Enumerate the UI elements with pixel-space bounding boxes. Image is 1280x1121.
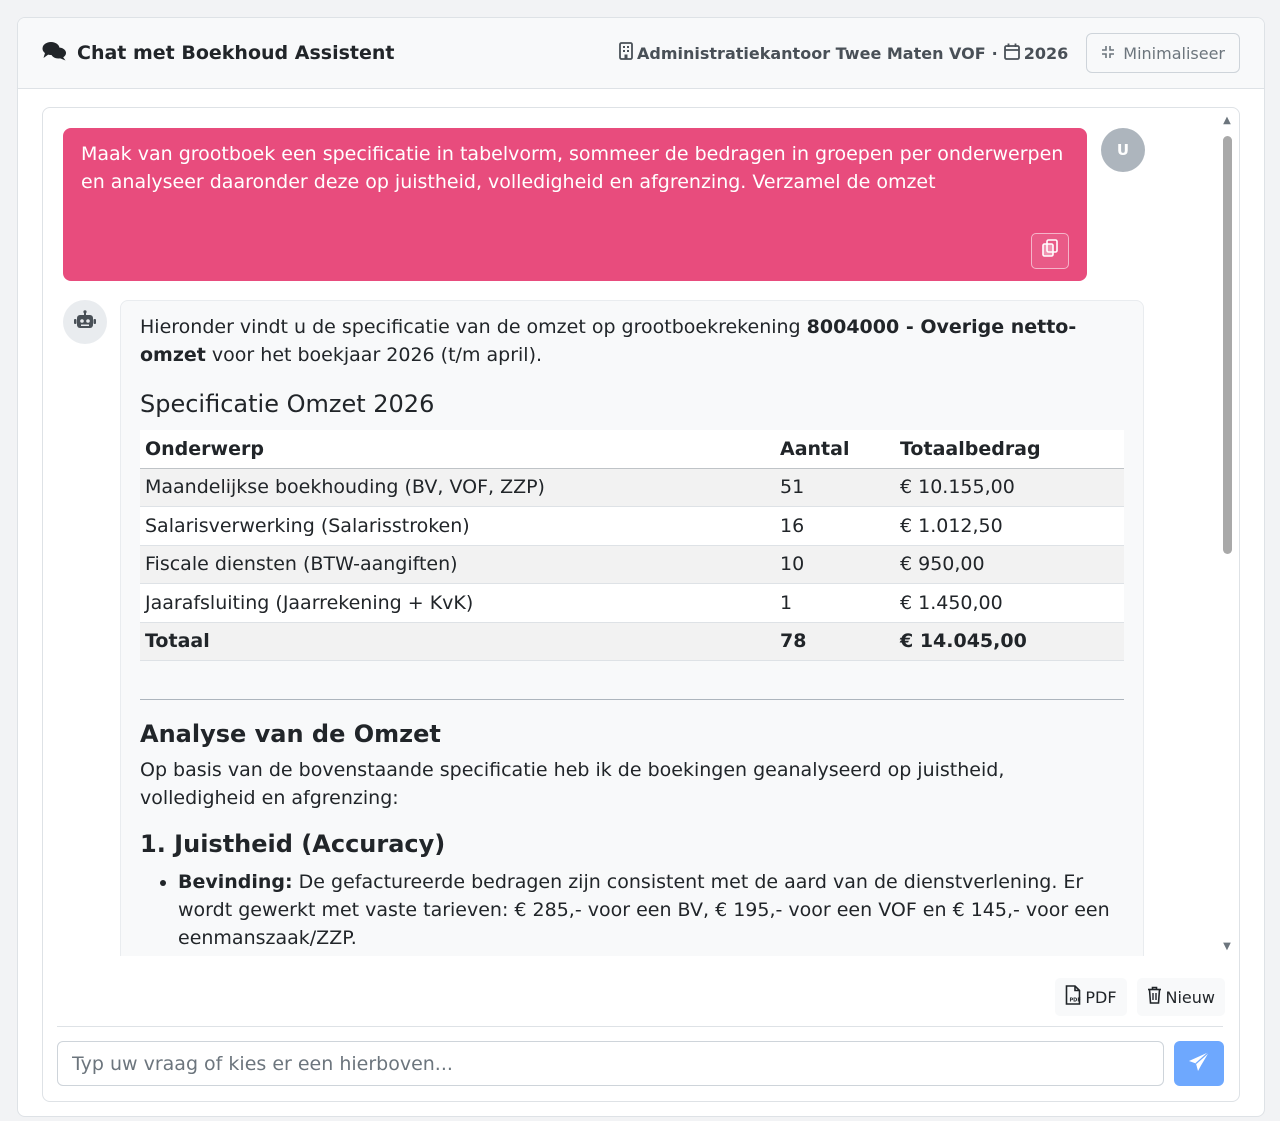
divider [140,699,1124,700]
paper-plane-icon [1188,1051,1210,1076]
table-header: Aantal [775,430,895,468]
spec-table [140,430,1124,661]
spec-heading: Specificatie Omzet 2026 [140,390,435,418]
new-chat-button[interactable] [1137,978,1225,1016]
table-cell: 51 [775,468,895,507]
table-row [140,545,1124,584]
table-cell: Jaarafsluiting (Jaarrekening + KvK) [140,584,775,623]
table-total-row [140,622,1124,661]
assistant-avatar [63,300,107,344]
finding-text: De gefactureerde bedragen zijn consistent met de aard van de dienstverlening. Er wordt gewerkt met vaste tarieven: € 285,- voor een BV, € 195,- voor een VOF en € 145,- voor een eenmanszaak/ZZP. [178,871,1110,949]
copy-icon [1042,237,1058,265]
user-message [63,128,1087,281]
table-cell: € 1.012,50 [895,507,1124,546]
list-item [178,868,1124,952]
pdf-file-icon [1065,985,1081,1009]
table-cell: € 14.045,00 [895,622,1124,661]
table-cell: Salarisverwerking (Salarisstroken) [140,507,775,546]
company-info [619,42,1068,64]
comments-icon [42,41,67,66]
scroll-down-arrow-icon[interactable]: ▼ [1223,940,1231,952]
chat-input[interactable] [57,1041,1164,1086]
table-cell: 1 [775,584,895,623]
compress-icon [1101,44,1115,63]
table-cell: € 950,00 [895,545,1124,584]
table-cell: € 1.450,00 [895,584,1124,623]
chat-actions [1055,978,1225,1016]
chat-title-text: Chat met Boekhoud Assistent [77,42,395,64]
fiscal-year: 2026 [1023,43,1069,63]
table-row [140,468,1124,507]
header-separator: · [991,43,998,63]
table-cell: 78 [775,622,895,661]
table-cell: Totaal [140,622,775,661]
input-divider [57,1026,1223,1027]
message-list[interactable] [43,108,1223,956]
message-scrollbar[interactable] [1221,114,1233,952]
send-button[interactable] [1174,1041,1224,1086]
scroll-up-arrow-icon[interactable]: ▲ [1223,114,1231,126]
chat-card [17,17,1265,1117]
table-cell: 16 [775,507,895,546]
table-cell: € 10.155,00 [895,468,1124,507]
minimize-button[interactable] [1086,33,1240,73]
new-label: Nieuw [1165,987,1215,1007]
intro-account: 8004000 - Overige netto-omzet [140,316,1077,366]
minimize-label: Minimaliseer [1123,43,1225,63]
assistant-intro [140,313,1124,369]
copy-button[interactable] [1031,233,1069,269]
building-icon [619,42,633,64]
chat-header [18,18,1264,89]
table-header: Totaalbedrag [895,430,1124,468]
svg-text:PDF: PDF [1069,997,1082,1004]
table-cell: Maandelijkse boekhouding (BV, VOF, ZZP) [140,468,775,507]
section-heading: 1. Juistheid (Accuracy) [140,830,446,858]
robot-icon [74,310,96,334]
chat-panel [42,107,1240,1102]
intro-text-end: voor het boekjaar 2026 (t/m april). [205,344,543,366]
assistant-message [120,300,1144,956]
pdf-label: PDF [1085,987,1117,1007]
trash-icon [1147,986,1162,1008]
findings-list [178,868,1124,952]
table-row [140,584,1124,623]
calendar-icon [1004,43,1020,64]
intro-text: Hieronder vindt u de specificatie van de omzet op grootboekrekening [140,316,807,338]
finding-label: Bevinding: [178,871,293,893]
company-name: Administratiekantoor Twee Maten VOF [637,43,986,63]
table-cell: 10 [775,545,895,584]
analysis-heading: Analyse van de Omzet [140,720,441,748]
user-message-text: Maak van grootboek een specificatie in tabelvorm, sommeer de bedragen in groepen per onderwerpen en analyseer daaronder deze op juistheid, volledigheid en afgrenzing. Verzamel de omzet [81,143,1064,193]
table-header: Onderwerp [140,430,775,468]
table-cell: Fiscale diensten (BTW-aangiften) [140,545,775,584]
scrollbar-thumb[interactable] [1223,136,1232,554]
user-avatar: U [1101,128,1145,172]
export-pdf-button[interactable] [1055,978,1126,1016]
table-row [140,507,1124,546]
chat-title [42,41,394,66]
analysis-intro: Op basis van de bovenstaande specificatie heb ik de boekingen geanalyseerd op juistheid, volledigheid en afgrenzing: [140,759,1005,809]
